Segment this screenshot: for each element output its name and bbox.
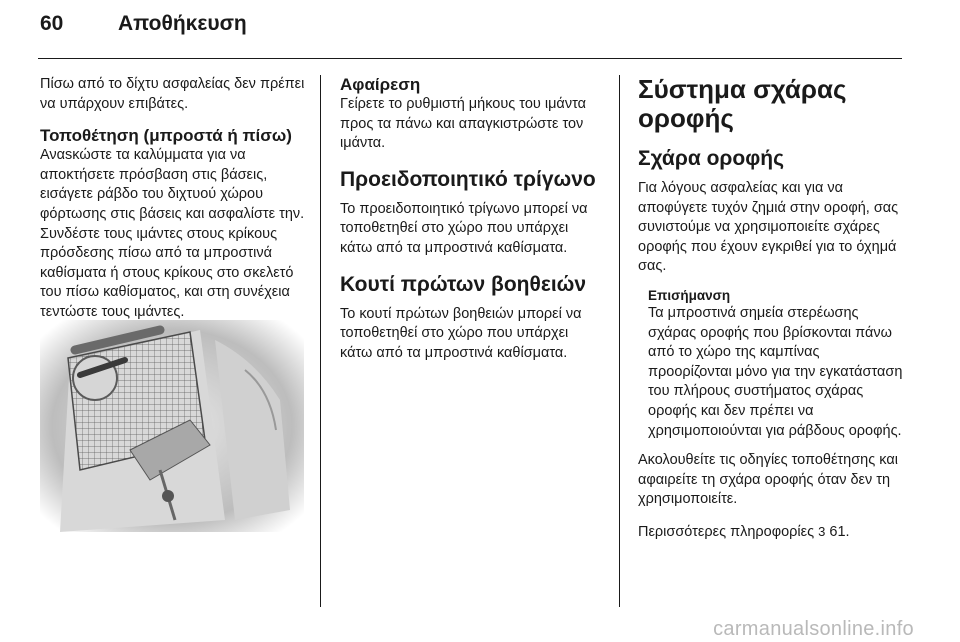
install-heading: Τοποθέτηση (μπροστά ή πίσω) (40, 126, 292, 146)
warning-triangle-heading: Προειδοποιητικό τρίγωνο (340, 167, 596, 191)
more-info-page-link[interactable]: 61. (829, 523, 850, 540)
cross-reference-icon: 3 (818, 523, 826, 539)
first-aid-text: Το κουτί πρώτων βοηθειών μπορεί να τοποθετηθεί στο χώρο που υπάρχει κάτω από τα μπροστινά καθίσματα. (340, 305, 582, 361)
column-2 (340, 75, 604, 363)
removal-text: Γείρετε το ρυθμιστή μήκους του ιμάντα προς τα πάνω και απαγκιστρώστε τον ιμάντα. (340, 96, 586, 152)
cargo-net-illustration (40, 320, 304, 532)
column-divider-2 (619, 75, 620, 607)
follow-instructions-text: Ακολουθείτε τις οδηγίες τοποθέτησης και αφαιρείτε τη σχάρα οροφής όταν δεν τη χρησιμοποιείτε. (638, 452, 898, 508)
more-info-label: Περισσότερες πληροφορίες (638, 523, 815, 540)
notice-text: Τα μπροστινά σημεία στερέωσης σχάρας οροφής που βρίσκονται πάνω από το χώρο της καμπίνας προορίζονται μόνο για την εγκατάσταση του πλήρους συστήματος σχάρας οροφής και δεν πρέπει να χρησιμοποιούνται για ράβδους οροφής. (648, 304, 903, 439)
warning-triangle-text: Το προειδοποιητικό τρίγωνο μπορεί να τοποθετηθεί στο χώρο που υπάρχει κάτω από τα μπροστινά καθίσματα. (340, 200, 588, 256)
notice-heading: Επισήμανση (648, 287, 731, 303)
removal-heading: Αφαίρεση (340, 75, 421, 94)
roof-rack-system-heading: Σύστημα σχάρας οροφής (638, 74, 847, 133)
roof-rack-heading: Σχάρα οροφής (638, 147, 784, 170)
column-3 (638, 75, 904, 543)
column-1 (40, 75, 308, 323)
column-divider-1 (320, 75, 321, 607)
more-info (638, 522, 904, 543)
first-aid-heading: Κουτί πρώτων βοηθειών (340, 272, 587, 296)
page-number: 60 (40, 12, 64, 35)
intro-text: Πίσω από το δίχτυ ασφαλείας δεν πρέπει να υπάρχουν επιβάτες. (40, 76, 305, 112)
header-rule (38, 58, 902, 59)
page-title: Αποθήκευση (118, 12, 247, 35)
notice-box (648, 287, 904, 441)
install-text: Αναsκώστε τα καλύμματα για να αποκτήσετε πρόσβαση στις βάσεις, εισάγετε ράβδο του διχτυού χώρου φόρτωσης στις βάσεις και ασφαλίστε την. Συνδέστε τους ιμάντες στους κρίκους πρόσδεσης πίσω από τα μπροστινά καθίσματα ή στους κρίκους στο σκελετό του πίσω καθίσματος, και στη συνέχεια τεντώστε τους ιμάντες. (40, 147, 305, 320)
watermark: carmanualsonline.info (713, 618, 914, 640)
roof-rack-text: Για λόγους ασφαλείας και για να αποφύγετε τυχόν ζημιά στην οροφή, σας συνιστούμε να χρησιμοποιείτε σχάρες οροφής που έχουν εγκριθεί για το όχημά σας. (638, 180, 899, 275)
